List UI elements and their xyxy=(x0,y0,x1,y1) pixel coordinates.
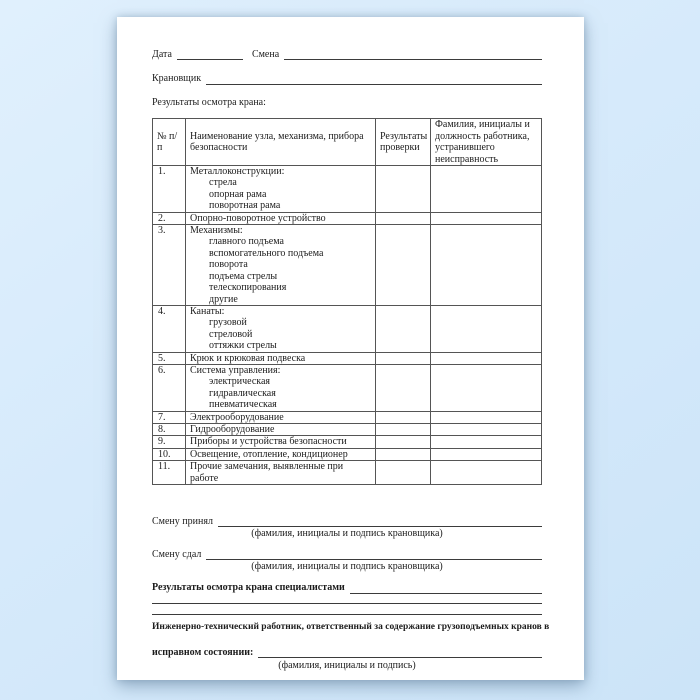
row-fixer-cell xyxy=(431,364,542,411)
row-item-title: Опорно-поворотное устройство xyxy=(190,212,326,224)
shift-handed-line xyxy=(152,548,542,560)
row-item-subitem: подъема стрелы xyxy=(209,270,278,282)
row-item-subitem: пневматическая xyxy=(209,399,277,411)
row-item-name xyxy=(186,364,376,411)
table-row xyxy=(153,423,542,435)
engineer-statement-line1: Инженерно-технический работник, ответственный за содержание грузоподъемных кранов в xyxy=(152,621,550,632)
row-fixer-cell xyxy=(431,225,542,306)
row-item-title: Крюк и крюковая подвеска xyxy=(190,352,306,364)
row-result-cell xyxy=(376,436,431,448)
row-item-name xyxy=(186,461,376,485)
engineer-condition-label: исправном состоянии: xyxy=(152,646,254,658)
engineer-caption: (фамилия, инициалы и подпись) xyxy=(278,660,416,672)
row-number: 3. xyxy=(153,225,186,306)
row-fixer-cell xyxy=(431,448,542,460)
row-fixer-cell xyxy=(431,423,542,435)
specialists-line xyxy=(152,582,542,594)
shift-accepted-fill-line xyxy=(218,515,542,527)
table-header-row xyxy=(153,119,542,166)
row-item-subitem: поворотная рама xyxy=(209,200,281,212)
row-result-cell xyxy=(376,364,431,411)
date-fill-line xyxy=(177,48,243,60)
row-item-title: Электрооборудование xyxy=(190,411,284,423)
shift-handed-fill-line xyxy=(206,548,542,560)
table-row xyxy=(153,448,542,460)
row-number: 10. xyxy=(153,448,186,460)
row-item-name xyxy=(186,436,376,448)
table-row xyxy=(153,364,542,411)
row-item-subitem: стрела xyxy=(209,177,237,189)
row-item-name xyxy=(186,411,376,423)
row-item-name xyxy=(186,225,376,306)
signature-section xyxy=(152,515,550,672)
section-title: Результаты осмотра крана: xyxy=(152,97,266,108)
row-number: 1. xyxy=(153,166,186,213)
col-header-result: Результаты проверки xyxy=(376,119,431,166)
row-item-title: Металлоконструкции: xyxy=(190,166,285,178)
shift-accepted-label: Смену принял xyxy=(152,515,213,527)
col-header-fixer: Фамилия, инициалы и должность работника, устранившего неисправность xyxy=(431,119,542,166)
row-result-cell xyxy=(376,411,431,423)
row-number: 7. xyxy=(153,411,186,423)
row-item-subitem: стреловой xyxy=(209,328,253,340)
specialists-extra-line-2 xyxy=(152,604,542,615)
row-result-cell xyxy=(376,225,431,306)
row-result-cell xyxy=(376,448,431,460)
row-number: 9. xyxy=(153,436,186,448)
specialists-extra-line-1 xyxy=(152,594,542,605)
row-item-subitem: грузовой xyxy=(209,317,247,329)
row-item-name xyxy=(186,423,376,435)
row-item-name xyxy=(186,448,376,460)
shift-fill-line xyxy=(284,48,542,60)
table-row xyxy=(153,305,542,352)
row-number: 2. xyxy=(153,212,186,224)
table-row xyxy=(153,352,542,364)
row-result-cell xyxy=(376,423,431,435)
row-item-name xyxy=(186,352,376,364)
row-item-subitem: поворота xyxy=(209,259,248,271)
shift-handed-label: Смену сдал xyxy=(152,549,202,560)
row-item-subitem: гидравлическая xyxy=(209,387,276,399)
table-row xyxy=(153,225,542,306)
row-item-title: Прочие замечания, выявленные при работе xyxy=(190,461,344,484)
table-row xyxy=(153,411,542,423)
row-item-title: Освещение, отопление, кондиционер xyxy=(190,448,348,460)
row-item-title: Канаты: xyxy=(190,305,225,317)
table-row xyxy=(153,166,542,213)
col-header-number: № п/п xyxy=(153,119,186,166)
specialists-fill-line xyxy=(350,582,542,594)
row-item-title: Приборы и устройства безопасности xyxy=(190,436,347,448)
row-fixer-cell xyxy=(431,411,542,423)
row-result-cell xyxy=(376,212,431,224)
row-number: 6. xyxy=(153,364,186,411)
engineer-statement-line2 xyxy=(152,646,542,658)
row-item-title: Гидрооборудование xyxy=(190,423,275,435)
shift-handed-caption: (фамилия, инициалы и подпись крановщика) xyxy=(251,561,443,573)
operator-fill-line xyxy=(206,73,542,85)
shift-accepted-caption: (фамилия, инициалы и подпись крановщика) xyxy=(251,528,443,539)
date-label: Дата xyxy=(152,48,172,60)
row-item-subitem: телескопирования xyxy=(209,282,287,294)
row-fixer-cell xyxy=(431,166,542,213)
inspection-table-body xyxy=(153,166,542,485)
row-item-title: Механизмы: xyxy=(190,225,243,237)
row-fixer-cell xyxy=(431,212,542,224)
row-number: 4. xyxy=(153,305,186,352)
inspection-table xyxy=(152,118,542,485)
row-item-subitem: главного подъема xyxy=(209,236,284,248)
row-number: 5. xyxy=(153,352,186,364)
row-result-cell xyxy=(376,166,431,213)
operator-label: Крановщик xyxy=(152,73,202,85)
row-item-subitem: электрическая xyxy=(209,376,271,388)
row-item-title: Система управления: xyxy=(190,364,281,376)
shift-label: Смена xyxy=(251,48,280,60)
row-number: 11. xyxy=(153,461,186,485)
row-result-cell xyxy=(376,352,431,364)
table-row xyxy=(153,212,542,224)
date-shift-line xyxy=(152,48,542,60)
shift-accepted-line xyxy=(152,515,542,527)
table-row xyxy=(153,436,542,448)
row-fixer-cell xyxy=(431,461,542,485)
row-item-name xyxy=(186,305,376,352)
row-fixer-cell xyxy=(431,436,542,448)
specialists-label: Результаты осмотра крана специалистами xyxy=(152,582,345,594)
operator-line xyxy=(152,73,542,85)
row-item-name xyxy=(186,166,376,213)
row-fixer-cell xyxy=(431,352,542,364)
row-item-subitem: оттяжки стрелы xyxy=(209,340,277,352)
row-result-cell xyxy=(376,461,431,485)
col-header-name: Наименование узла, механизма, прибора безопасности xyxy=(186,119,376,166)
row-number: 8. xyxy=(153,423,186,435)
document-page xyxy=(117,17,584,680)
row-result-cell xyxy=(376,305,431,352)
row-item-subitem: вспомогательного подъема xyxy=(209,247,324,259)
row-item-subitem: опорная рама xyxy=(209,188,267,200)
row-fixer-cell xyxy=(431,305,542,352)
engineer-fill-line xyxy=(258,646,542,658)
row-item-name xyxy=(186,212,376,224)
table-row xyxy=(153,461,542,485)
row-item-subitem: другие xyxy=(209,293,238,305)
